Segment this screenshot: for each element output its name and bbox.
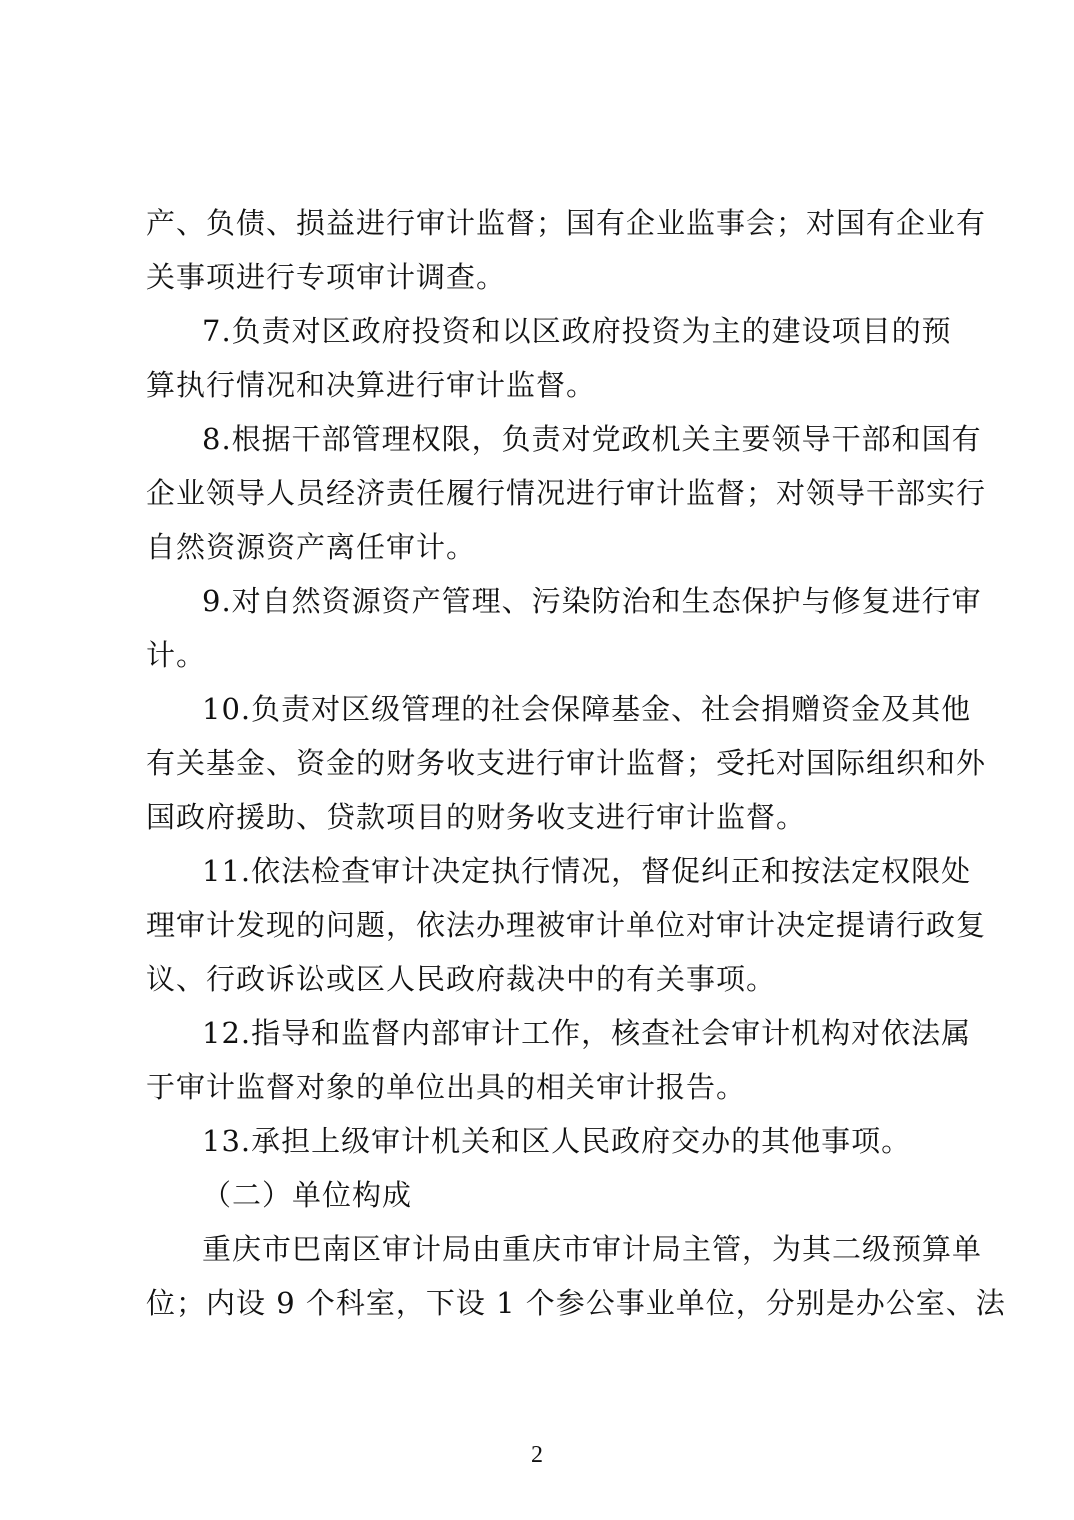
text-line: 于审计监督对象的单位出具的相关审计报告。 <box>146 1070 747 1104</box>
list-item-11: 11.依法检查审计决定执行情况，督促纠正和按法定权限处 <box>202 854 972 888</box>
list-item-9: 9.对自然资源资产管理、污染防治和生态保护与修复进行审 <box>202 584 982 618</box>
section-heading: （二）单位构成 <box>202 1178 413 1212</box>
text-line: 国政府援助、贷款项目的财务收支进行审计监督。 <box>146 800 807 834</box>
text-line: 计。 <box>146 638 207 672</box>
list-item-10: 10.负责对区级管理的社会保障基金、社会捐赠资金及其他 <box>202 692 972 726</box>
list-item-12: 12.指导和监督内部审计工作，核查社会审计机构对依法属 <box>202 1016 972 1050</box>
text-line: 产、负债、损益进行审计监督；国有企业监事会；对国有企业有 <box>146 206 987 240</box>
text-line: 议、行政诉讼或区人民政府裁决中的有关事项。 <box>146 962 777 996</box>
text-line: 位；内设 9 个科室，下设 1 个参公事业单位，分别是办公室、法 <box>146 1286 1006 1320</box>
paragraph-line: 重庆市巴南区审计局由重庆市审计局主管，为其二级预算单 <box>202 1232 983 1266</box>
text-line: 理审计发现的问题，依法办理被审计单位对审计决定提请行政复 <box>146 908 987 942</box>
text-line: 关事项进行专项审计调查。 <box>146 260 507 294</box>
page-number: 2 <box>531 1442 543 1468</box>
text-line: 企业领导人员经济责任履行情况进行审计监督；对领导干部实行 <box>146 476 987 510</box>
list-item-7: 7.负责对区政府投资和以区政府投资为主的建设项目的预 <box>202 314 952 348</box>
list-item-13: 13.承担上级审计机关和区人民政府交办的其他事项。 <box>202 1124 912 1158</box>
text-line: 自然资源资产离任审计。 <box>146 530 477 564</box>
text-line: 有关基金、资金的财务收支进行审计监督；受托对国际组织和外 <box>146 746 987 780</box>
list-item-8: 8.根据干部管理权限，负责对党政机关主要领导干部和国有 <box>202 422 982 456</box>
text-line: 算执行情况和决算进行审计监督。 <box>146 368 597 402</box>
